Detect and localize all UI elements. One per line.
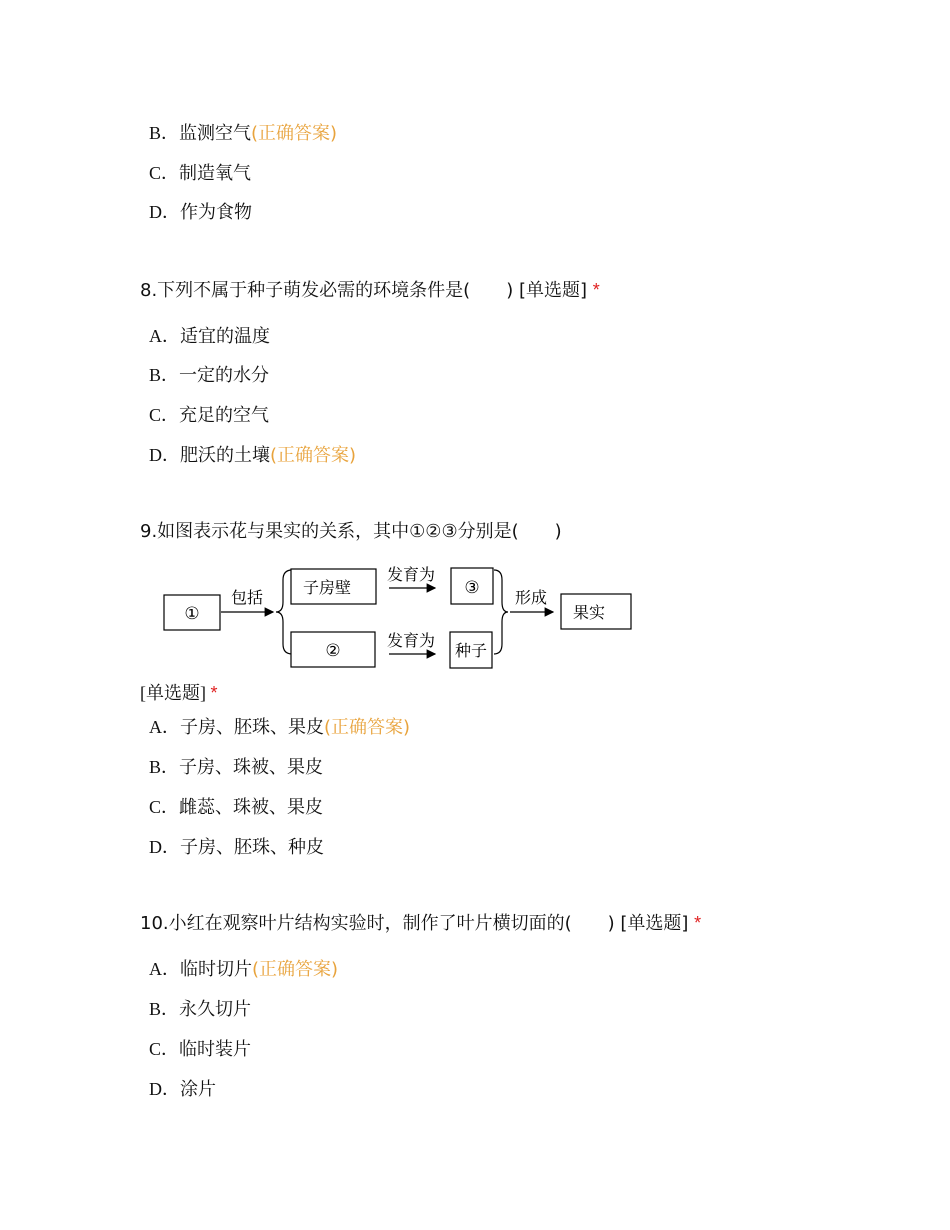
option-text: 子房、胚珠、种皮	[180, 837, 324, 858]
q9-option-d[interactable]	[149, 835, 324, 860]
question-stem: 8.下列不属于种子萌发必需的环境条件是( ) [单选题]	[140, 280, 587, 301]
correct-answer-mark: (正确答案)	[251, 123, 338, 144]
diagram-label-develop-bottom: 发育为	[386, 631, 436, 650]
question-stem: 10.小红在观察叶片结构实验时，制作了叶片横切面的( ) [单选题]	[140, 913, 689, 934]
option-letter: B．	[149, 365, 180, 385]
diagram-box-1-label: ①	[184, 604, 200, 624]
option-letter: C．	[149, 405, 180, 425]
diagram-right-brace	[494, 570, 508, 654]
correct-answer-mark: (正确答案)	[252, 959, 339, 980]
q8-option-a[interactable]	[149, 324, 270, 349]
option-text: 雌蕊、珠被、果皮	[179, 797, 324, 818]
diagram-box-wall-label: 子房壁	[302, 578, 352, 597]
q7-option-c[interactable]	[149, 161, 251, 186]
option-letter: C．	[149, 163, 180, 183]
option-letter: B．	[149, 123, 180, 143]
option-text: 制造氧气	[179, 163, 252, 184]
option-text: 永久切片	[179, 999, 252, 1020]
option-text: 涂片	[180, 1079, 216, 1100]
required-mark: *	[694, 913, 702, 933]
correct-answer-mark: (正确答案)	[270, 445, 357, 466]
option-letter: C．	[149, 797, 180, 817]
option-letter: A．	[149, 326, 180, 346]
diagram-box-3-label: ③	[464, 578, 480, 598]
q9-option-b[interactable]	[149, 755, 323, 780]
option-letter: D．	[149, 837, 180, 857]
diagram-label-develop-top: 发育为	[386, 565, 436, 584]
option-text: 临时切片	[180, 959, 252, 980]
option-letter: D．	[149, 445, 180, 465]
option-text: 充足的空气	[179, 405, 270, 426]
required-mark: *	[210, 683, 218, 703]
option-letter: C．	[149, 1039, 180, 1059]
q10-question	[140, 911, 701, 936]
q8-question	[140, 278, 600, 303]
q9-option-a[interactable]	[149, 715, 410, 740]
option-text: 肥沃的土壤	[180, 445, 270, 466]
option-letter: D．	[149, 1079, 180, 1099]
q8-option-d[interactable]	[149, 443, 356, 468]
option-text: 子房、胚珠、果皮	[180, 717, 324, 738]
q9-option-c[interactable]	[149, 795, 323, 820]
option-text: 子房、珠被、果皮	[179, 757, 324, 778]
q7-option-b[interactable]	[149, 121, 337, 146]
diagram-box-fruit-label: 果实	[572, 603, 606, 622]
q10-option-a[interactable]	[149, 957, 338, 982]
q10-option-d[interactable]	[149, 1077, 216, 1102]
diagram-left-brace	[276, 570, 292, 654]
required-mark: *	[592, 280, 600, 300]
option-text: 一定的水分	[179, 365, 270, 386]
q8-option-b[interactable]	[149, 363, 269, 388]
diagram-box-seed-label: 种子	[454, 641, 488, 660]
q9-type-line	[140, 681, 218, 705]
correct-answer-mark: (正确答案)	[324, 717, 411, 738]
question-stem: 9.如图表示花与果实的关系，其中①②③分别是( )	[140, 521, 562, 542]
diagram-label-include: 包括	[230, 588, 264, 607]
q7-option-d[interactable]	[149, 200, 252, 225]
option-text: 监测空气	[179, 123, 252, 144]
diagram-box-2-label: ②	[325, 641, 341, 661]
flower-fruit-diagram	[155, 560, 645, 676]
option-text: 适宜的温度	[180, 326, 270, 347]
option-text: 临时装片	[179, 1039, 252, 1060]
q8-option-c[interactable]	[149, 403, 269, 428]
diagram-label-form: 形成	[514, 588, 548, 607]
option-letter: B．	[149, 999, 180, 1019]
option-letter: A．	[149, 717, 180, 737]
q9-question	[140, 520, 562, 544]
q10-option-c[interactable]	[149, 1037, 251, 1062]
option-letter: D．	[149, 202, 180, 222]
question-type: [单选题]	[140, 683, 206, 703]
option-letter: B．	[149, 757, 180, 777]
q10-option-b[interactable]	[149, 997, 251, 1022]
option-letter: A．	[149, 959, 180, 979]
option-text: 作为食物	[180, 202, 252, 223]
